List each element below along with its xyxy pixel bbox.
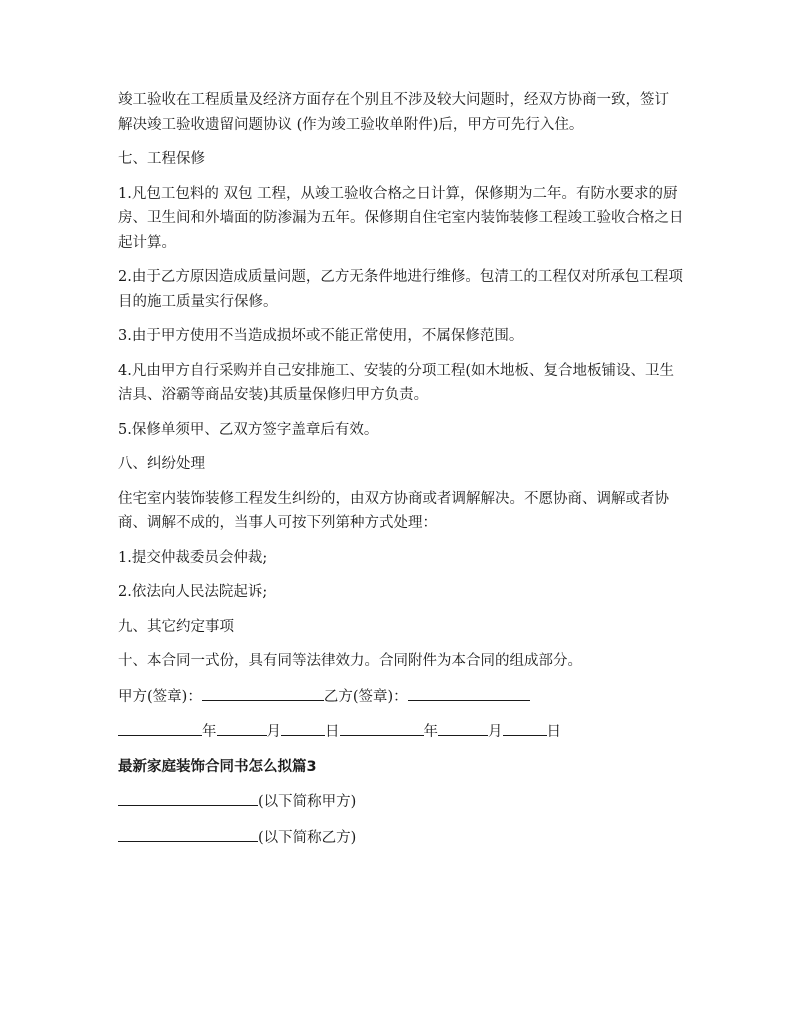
section-7-heading: 七、工程保修 — [118, 151, 205, 167]
month-label: 月 — [488, 724, 503, 740]
year-label: 年 — [423, 724, 438, 740]
section-10-text: 十、本合同一式份，具有同等法律效力。合同附件为本合同的组成部分。 — [118, 653, 582, 669]
party-a-name-blank[interactable] — [118, 789, 258, 806]
document-page — [118, 88, 684, 860]
party-b-month-blank[interactable] — [438, 719, 488, 736]
party-b-day-blank[interactable] — [503, 719, 547, 736]
paragraph-acceptance: 竣工验收在工程质量及经济方面存在个别且不涉及较大问题时，经双方协商一致，签订 解决竣工验收遗留问题协议 (作为竣工验收单附件)后，甲方可先行入住。 — [118, 92, 669, 133]
party-a-year-blank[interactable] — [118, 719, 202, 736]
party-a-sign-label: 甲方(签章)： — [118, 688, 202, 705]
section-8-heading: 八、纠纷处理 — [118, 456, 205, 472]
day-label: 日 — [546, 724, 561, 740]
date-row — [118, 719, 684, 745]
party-a-line — [118, 789, 684, 815]
warranty-item-3: 3.由于甲方使用不当造成损坏或不能正常使用，不属保修范围。 — [118, 328, 524, 344]
section-9-heading: 九、其它约定事项 — [118, 618, 234, 635]
dispute-item-2: 2.依法向人民法院起诉; — [118, 584, 268, 600]
party-a-month-blank[interactable] — [217, 719, 267, 736]
party-b-sign-label: 乙方(签章)： — [323, 688, 408, 705]
warranty-item-4: 4.凡由甲方自行采购并自己安排施工、安装的分项工程(如木地板、复合地板铺设、卫生洁具、浴霸等商品安装)其质量保修归甲方负责。 — [118, 362, 674, 403]
day-label: 日 — [325, 724, 340, 740]
month-label: 月 — [266, 724, 281, 740]
party-b-line — [118, 825, 684, 851]
party-b-year-blank[interactable] — [340, 719, 424, 736]
dispute-item-1: 1.提交仲裁委员会仲裁; — [118, 549, 268, 566]
dispute-text: 住宅室内装饰装修工程发生纠纷的，由双方协商或者调解解决。不愿协商、调解或者协商、调解不成的，当事人可按下列第种方式处理： — [118, 490, 669, 531]
party-b-reference: (以下简称乙方) — [258, 829, 357, 846]
warranty-item-5: 5.保修单须甲、乙双方签字盖章后有效。 — [118, 421, 379, 438]
party-b-name-blank[interactable] — [118, 825, 258, 842]
warranty-item-1: 1.凡包工包料的 双包 工程，从竣工验收合格之日计算，保修期为二年。有防水要求的厨房、卫生间和外墙面的防渗漏为五年。保修期自住宅室内装饰装修工程竣工验收合格之日起计算。 — [118, 185, 684, 251]
party-a-reference: (以下简称甲方) — [258, 794, 357, 810]
signature-row — [118, 684, 684, 710]
article-title: 最新家庭装饰合同书怎么拟篇3 — [118, 758, 317, 775]
year-label: 年 — [202, 724, 217, 740]
party-a-day-blank[interactable] — [281, 719, 325, 736]
party-a-sign-blank[interactable] — [202, 684, 324, 701]
warranty-item-2: 2.由于乙方原因造成质量问题，乙方无条件地进行维修。包清工的工程仅对所承包工程项目的施工质量实行保修。 — [118, 269, 683, 310]
party-b-sign-blank[interactable] — [408, 684, 530, 701]
